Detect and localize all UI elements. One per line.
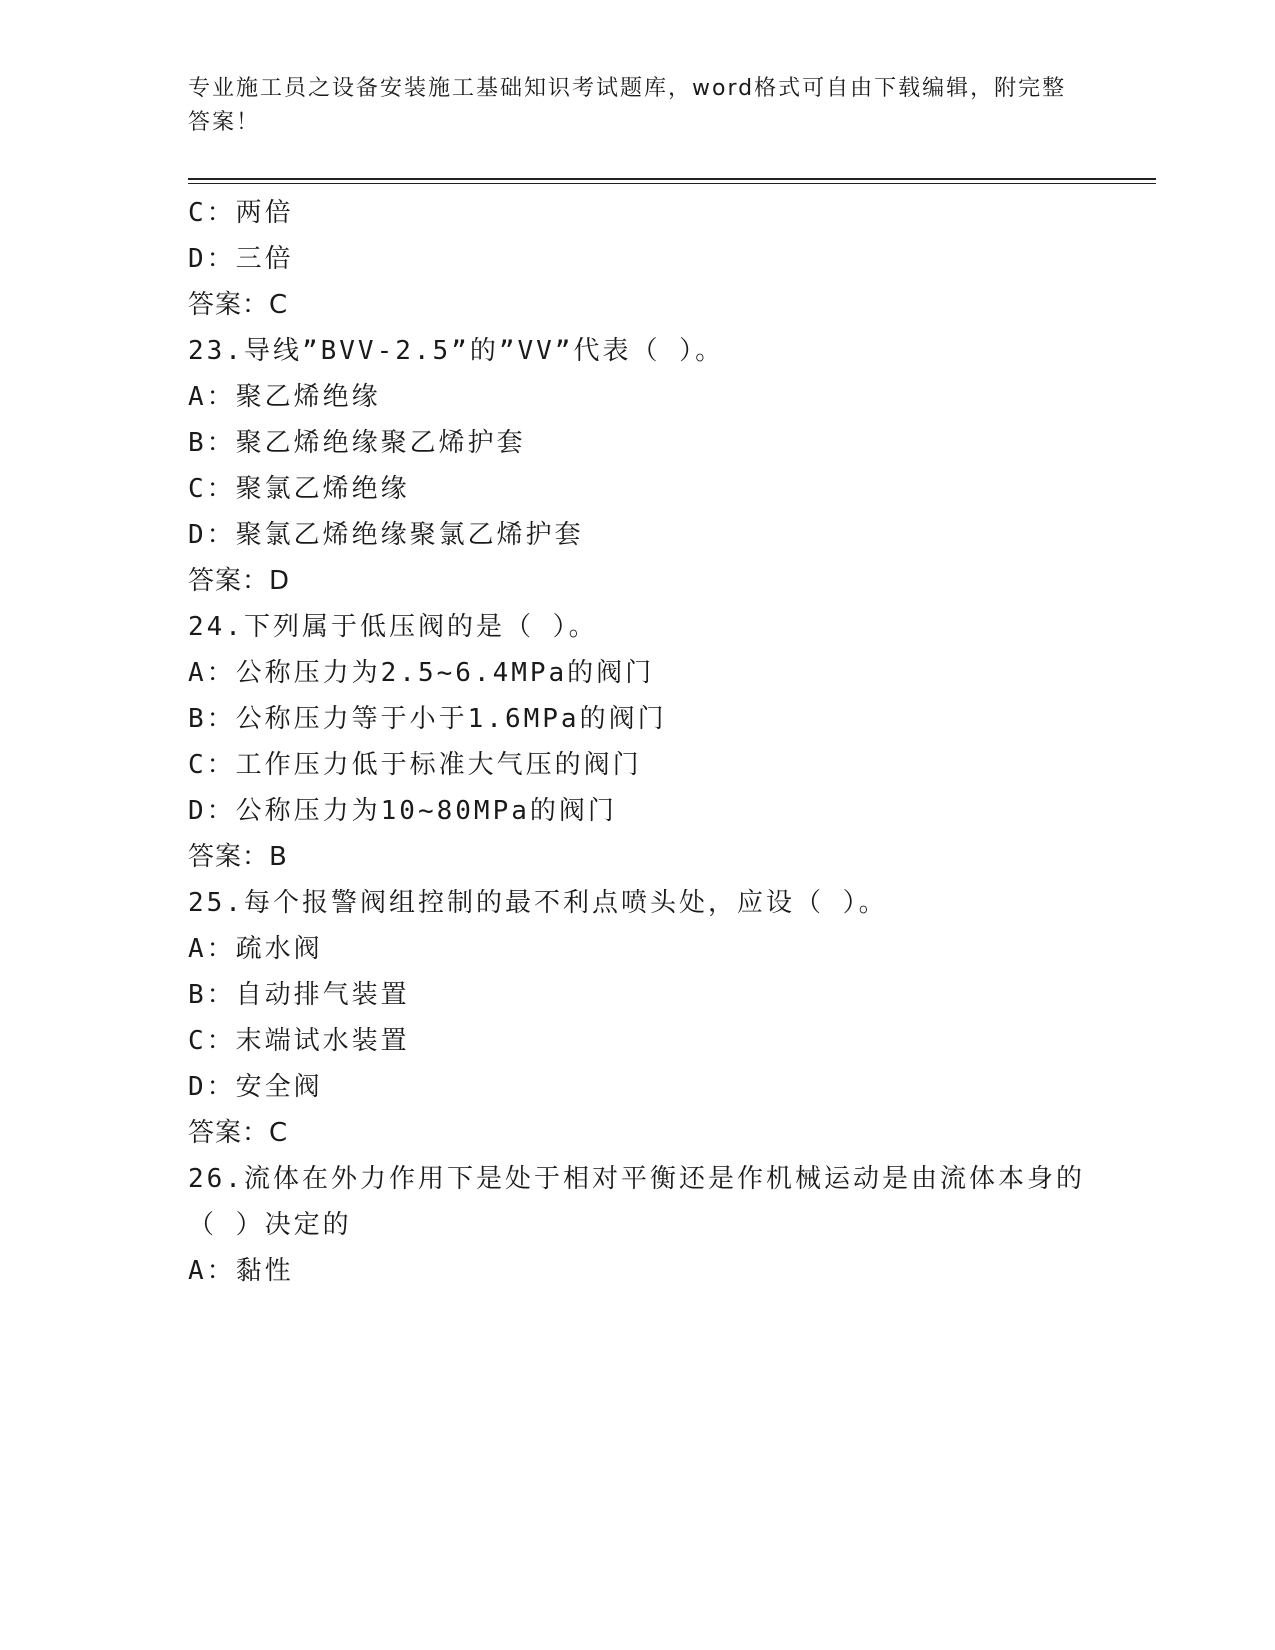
question-text-line-2: （ ）决定的 (188, 1210, 352, 1240)
question-block-24 (188, 604, 1088, 880)
question-block-22-tail (188, 190, 1088, 328)
question-list (188, 190, 1088, 1294)
question-block-26 (188, 1156, 1088, 1294)
option-d: D：聚氯乙烯绝缘聚氯乙烯护套 (188, 520, 584, 550)
option-b: B：聚乙烯绝缘聚乙烯护套 (188, 428, 526, 458)
header-divider-thick (188, 178, 1156, 180)
option-b: B：公称压力等于小于1.6MPa的阀门 (188, 704, 667, 734)
answer-line: 答案：B (188, 842, 288, 872)
answer-line: 答案：C (188, 1118, 289, 1148)
option-c: C：两倍 (188, 198, 294, 228)
question-block-23 (188, 328, 1088, 604)
question-text: 23.导线”BVV-2.5”的”VV”代表（ ）。 (188, 336, 725, 366)
option-a: A：公称压力为2.5~6.4MPa的阀门 (188, 658, 655, 688)
question-block-25 (188, 880, 1088, 1156)
option-d: D：安全阀 (188, 1072, 323, 1102)
option-c: C：工作压力低于标准大气压的阀门 (188, 750, 642, 780)
question-text-line-1: 26.流体在外力作用下是处于相对平衡还是作机械运动是由流体本身的 (188, 1164, 1085, 1194)
page-header: 专业施工员之设备安装施工基础知识考试题库，word格式可自由下载编辑，附完整答案！ (188, 76, 1067, 135)
option-a: A：聚乙烯绝缘 (188, 382, 381, 412)
option-d: D：公称压力为10~80MPa的阀门 (188, 796, 617, 826)
answer-line: 答案：C (188, 290, 289, 320)
option-a: A：疏水阀 (188, 934, 323, 964)
option-a: A：黏性 (188, 1256, 294, 1286)
option-c: C：末端试水装置 (188, 1026, 410, 1056)
option-c: C：聚氯乙烯绝缘 (188, 474, 410, 504)
answer-line: 答案：D (188, 566, 291, 596)
option-d: D：三倍 (188, 244, 294, 274)
header-divider-thin (188, 183, 1156, 184)
question-text: 25.每个报警阀组控制的最不利点喷头处，应设（ ）。 (188, 888, 888, 918)
option-b: B：自动排气装置 (188, 980, 410, 1010)
question-text: 24.下列属于低压阀的是（ ）。 (188, 612, 598, 642)
